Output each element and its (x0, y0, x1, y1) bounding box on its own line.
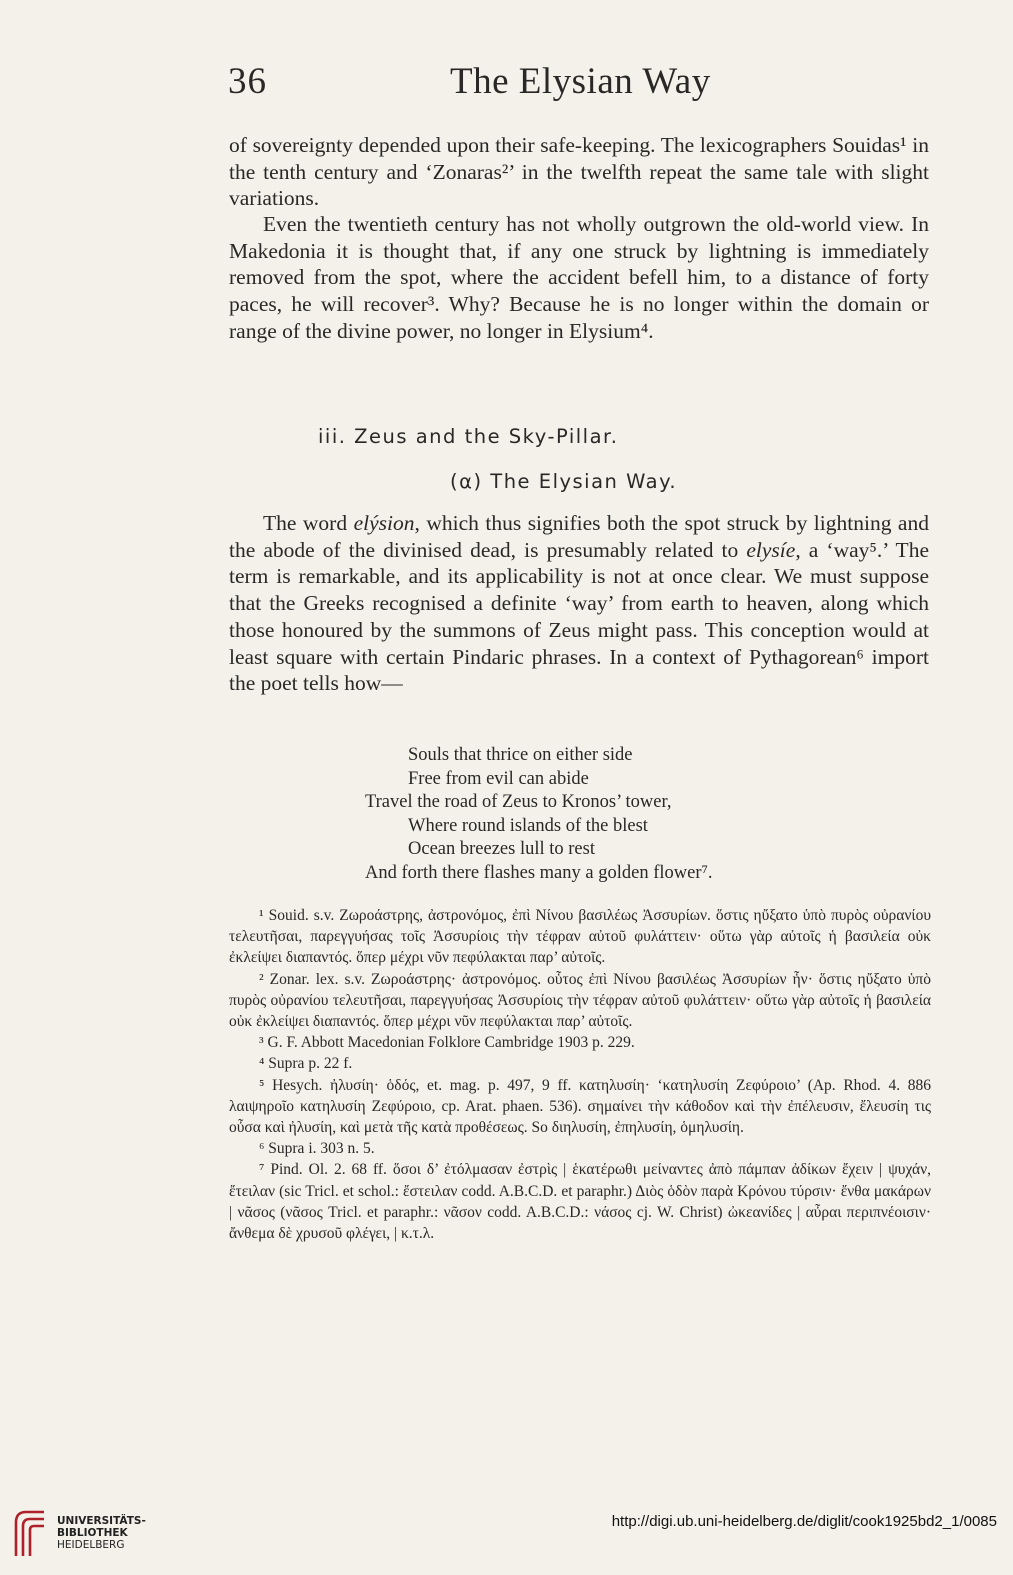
p3-part: The word (263, 511, 354, 535)
section-heading-zeus-sky-pillar: iii. Zeus and the Sky-Pillar. (318, 425, 619, 448)
library-name-line: UNIVERSITÄTS- (57, 1515, 146, 1527)
subsection-label: (α) (450, 470, 483, 493)
paragraph-1-text: of sovereignty depended upon their safe-keeping. The lexicographers Souidas¹ in the tenth century and ‘Zonaras²’ in the twelfth repeat the same tale with slight variations. (229, 133, 929, 211)
footnote-4: ⁴ Supra p. 22 f. (259, 1055, 353, 1073)
footnote-1: ¹ Souid. s.v. Ζωροάστρης, ἀστρονόμος, ἐπὶ Νίνου βασιλέως Ἀσσυρίων. ὅστις ηὔξατο ὑπὸ πυρὸς οὐρανίου τελευτῆσαι, παρεγγυήσας τοῖς Ἀσσυρίοις τὴν τέφραν αὐτοῦ φυλάττειν· οὕτω γὰρ αὐτοῖς ἡ βασιλεία οὐκ ἐκλείψει διαπαντός. ὅπερ μέχρι νῦν πεφύλακται παρ’ αὐτοῖς. (229, 907, 931, 967)
footnotes (229, 905, 931, 1244)
subsection-title: The Elysian Way. (482, 470, 678, 493)
source-url-link[interactable]: http://digi.ub.uni-heidelberg.de/diglit/cook1925bd2_1/0085 (611, 1513, 997, 1530)
library-logo-icon (12, 1508, 48, 1558)
footer-bar (0, 1496, 1013, 1575)
running-head: The Elysian Way (450, 61, 711, 102)
library-name-line: HEIDELBERG (57, 1539, 125, 1551)
paragraph-1 (229, 132, 929, 212)
verse-line: Free from evil can abide (408, 768, 589, 789)
footnote-5: ⁵ Hesych. ἠλυσίη· ὁδός, et. mag. p. 497, 9 ff. κατηλυσίη· ‘κατηλυσίη Ζεφύροιο’ (Ap. Rhod. 4. 886 λαιψηροῖο κατηλυσίη Ζεφύροιο, cp. Arat. phaen. 536). σημαίνει τὴν κάθοδον καὶ τὴν ἐπέλευσιν, ἔλευσίη τις οὖσα καὶ ἠλυσίη, καὶ μετὰ τῆς κατὰ προθέσεως. So διηλυσίη, ἐπηλυσίη, ὁμηλυσίη. (229, 1076, 931, 1137)
footnote-2: ² Zonar. lex. s.v. Ζωροάστρης· ἀστρονόμος. οὗτος ἐπὶ Νίνου βασιλέως Ἀσσυρίων ἦν· ὅστις ηὔξατο ὑπὸ πυρὸς οὐρανίου τελευτῆσαι, παρεγγυήσας Ἀσσυρίοις τὴν τέφραν αὐτοῦ φυλάττειν· οὕτω γὰρ αὐτοῖς ἡ βασιλεία οὐκ ἐκλείψει διαπαντός. ὅπερ μέχρι νῦν πεφύλακται παρ’ αὐτοῖς. (229, 970, 931, 1031)
paragraph-2-text: Even the twentieth century has not wholly outgrown the old-world view. In Makedonia it is thought that, if any one struck by lightning is immediately removed from the spot, where the accident befell him, to a distance of forty paces, he will recover³. Why? Because he is no longer within the domain or range of the divine power, no longer in Elysium⁴. (229, 212, 929, 343)
footnote-6: ⁶ Supra i. 303 n. 5. (259, 1140, 375, 1158)
paragraph-2 (229, 211, 929, 345)
page-header (228, 60, 928, 110)
library-name (57, 1515, 146, 1551)
p3-italic-elysion: elýsion (353, 511, 415, 535)
verse-line: Ocean breezes lull to rest (408, 839, 595, 859)
library-name-line: BIBLIOTHEK (57, 1527, 128, 1539)
page-number: 36 (228, 61, 267, 102)
p3-italic-elysie: elysíe (746, 537, 796, 562)
verse-line: Where round islands of the blest (408, 815, 648, 836)
footnote-7: ⁷ Pind. Ol. 2. 68 ff. ὅσοι δ’ ἐτόλμασαν ἐστρὶς | ἑκατέρωθι μείναντες ἀπὸ πάμπαν ἀδίκων ἔχειν | ψυχάν, ἔτειλαν (sic Tricl. et schol.: ἔστειλαν codd. A.B.C.D. et paraphr.) Διὸς ὁδὸν παρὰ Κρόνου τύρσιν· ἔνθα μακάρων | νᾶσος (νᾶσος Tricl. et paraphr.: νᾶσον codd. A.B.C.D.: νάσος cj. W. Christ) ὠκεανίδες | αὖραι περιπνέοισιν· ἄνθεμα δὲ χρυσοῦ φλέγει, | κ.τ.λ. (229, 1161, 931, 1243)
pindar-verse (365, 744, 865, 885)
paragraph-3 (229, 510, 929, 697)
footnote-3: ³ G. F. Abbott Macedonian Folklore Cambridge 1903 p. 229. (259, 1034, 635, 1052)
verse-line: Souls that thrice on either side (408, 745, 633, 765)
paragraph-3-text (229, 510, 929, 697)
p3-part: , a ‘way⁵.’ The term is remarkable, and its applicability is not at once clear. We must suppose that the Greeks recognised a definite ‘way’ from earth to heaven, along which those honoured by the summons of Zeus might pass. This conception would at least square with certain Pindaric phrases. In a context of Pythagorean⁶ import the poet tells how— (229, 537, 929, 696)
verse-line: Travel the road of Zeus to Kronos’ tower, (365, 792, 672, 812)
subsection-heading-elysian-way (0, 470, 1013, 493)
verse-line: And forth there flashes many a golden flower⁷. (365, 862, 713, 883)
p3-part: , which thus signifies both the spot struck by lightning and the abode of the divinised dead, is presumably related to (229, 511, 929, 562)
